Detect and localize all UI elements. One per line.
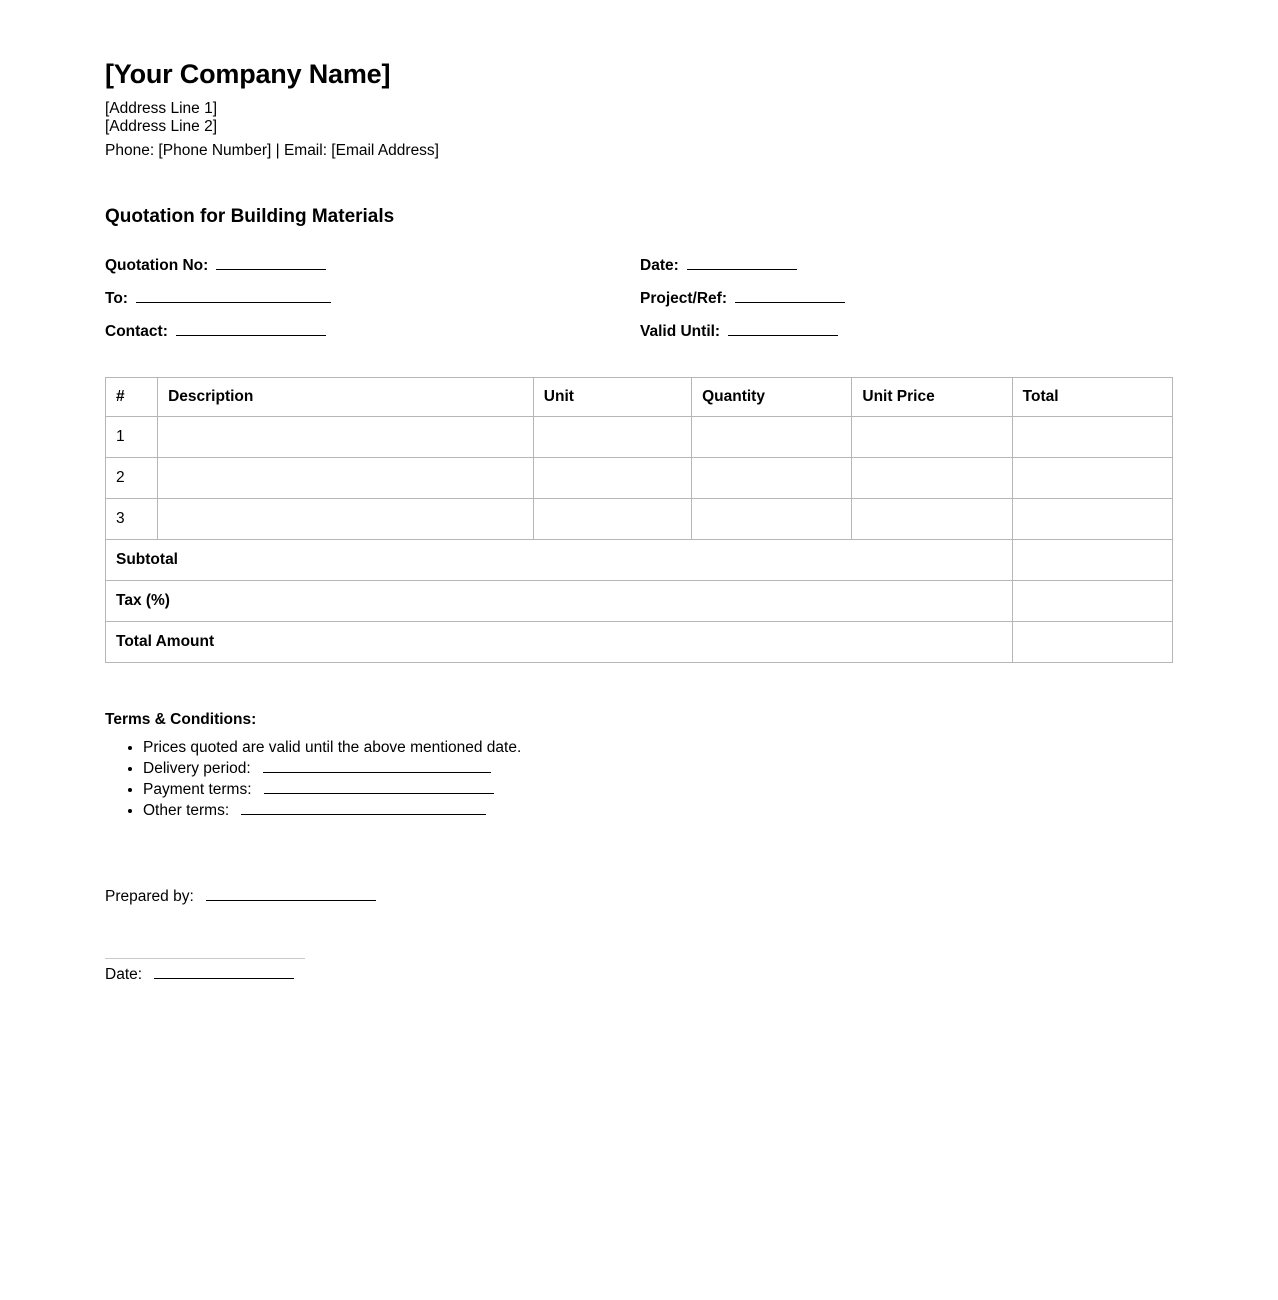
cell-total[interactable] bbox=[1012, 457, 1172, 498]
prepared-by-field bbox=[105, 887, 1175, 906]
cell-unit[interactable] bbox=[533, 457, 691, 498]
cell-unit[interactable] bbox=[533, 498, 691, 539]
items-table bbox=[105, 377, 1173, 663]
project-ref-input[interactable] bbox=[735, 289, 845, 303]
address-line-1: [Address Line 1] bbox=[105, 99, 218, 117]
tax-value[interactable] bbox=[1012, 580, 1172, 621]
tax-row bbox=[106, 580, 1173, 621]
payment-terms-input[interactable] bbox=[264, 780, 494, 794]
terms-title: Terms & Conditions: bbox=[105, 710, 257, 728]
meta-row bbox=[105, 289, 1175, 308]
date-label: Date: bbox=[640, 256, 679, 274]
table-row bbox=[106, 416, 1173, 457]
column-header-quantity: Quantity bbox=[692, 377, 852, 416]
contact-line: Phone: [Phone Number] | Email: [Email Address] bbox=[105, 141, 439, 159]
column-header-total: Total bbox=[1012, 377, 1172, 416]
cell-unit[interactable] bbox=[533, 416, 691, 457]
list-item bbox=[143, 758, 1175, 779]
prepared-by-input[interactable] bbox=[206, 887, 376, 901]
cell-quantity[interactable] bbox=[692, 457, 852, 498]
list-item bbox=[143, 800, 1175, 821]
contact-label: Contact: bbox=[105, 322, 168, 340]
project-ref-label: Project/Ref: bbox=[640, 289, 727, 307]
cell-quantity[interactable] bbox=[692, 416, 852, 457]
total-amount-value[interactable] bbox=[1012, 621, 1172, 662]
subtotal-row bbox=[106, 539, 1173, 580]
date-field bbox=[640, 256, 1175, 275]
delivery-period-input[interactable] bbox=[263, 759, 491, 773]
column-header-unit-price: Unit Price bbox=[852, 377, 1012, 416]
document-page bbox=[105, 60, 1175, 999]
total-amount-row bbox=[106, 621, 1173, 662]
to-label: To: bbox=[105, 289, 128, 307]
term-text: Other terms: bbox=[143, 801, 230, 819]
company-header bbox=[105, 60, 1175, 160]
meta-row bbox=[105, 322, 1175, 341]
cell-description[interactable] bbox=[158, 498, 534, 539]
signature-date-label: Date: bbox=[105, 965, 143, 983]
to-input[interactable] bbox=[136, 289, 331, 303]
quotation-no-field bbox=[105, 256, 640, 275]
quotation-meta bbox=[105, 256, 1175, 341]
quotation-no-input[interactable] bbox=[216, 256, 326, 270]
column-header-unit: Unit bbox=[533, 377, 691, 416]
cell-number: 3 bbox=[106, 498, 158, 539]
list-item bbox=[143, 737, 1175, 758]
prepared-by-label: Prepared by: bbox=[105, 887, 194, 905]
cell-total[interactable] bbox=[1012, 498, 1172, 539]
other-terms-input[interactable] bbox=[241, 801, 486, 815]
valid-until-field bbox=[640, 322, 1175, 341]
address-line-2: [Address Line 2] bbox=[105, 117, 218, 135]
total-amount-label: Total Amount bbox=[106, 621, 1013, 662]
table-header-row bbox=[106, 377, 1173, 416]
company-name: [Your Company Name] bbox=[105, 59, 391, 89]
to-field bbox=[105, 289, 640, 308]
contact-field bbox=[105, 322, 640, 341]
cell-number: 2 bbox=[106, 457, 158, 498]
cell-unit-price[interactable] bbox=[852, 416, 1012, 457]
cell-quantity[interactable] bbox=[692, 498, 852, 539]
tax-label: Tax (%) bbox=[106, 580, 1013, 621]
table-row bbox=[106, 457, 1173, 498]
signature-section bbox=[105, 887, 1175, 984]
terms-section bbox=[105, 711, 1175, 821]
valid-until-input[interactable] bbox=[728, 322, 838, 336]
column-header-number: # bbox=[106, 377, 158, 416]
signature-date-field bbox=[105, 965, 1175, 984]
column-header-description: Description bbox=[158, 377, 534, 416]
subtotal-value[interactable] bbox=[1012, 539, 1172, 580]
cell-description[interactable] bbox=[158, 457, 534, 498]
signature-date-input[interactable] bbox=[154, 965, 294, 979]
terms-list bbox=[105, 737, 1175, 821]
term-text: Delivery period: bbox=[143, 759, 251, 777]
term-text: Prices quoted are valid until the above mentioned date. bbox=[143, 738, 522, 756]
document-title: Quotation for Building Materials bbox=[105, 205, 395, 227]
quotation-no-label: Quotation No: bbox=[105, 256, 209, 274]
cell-description[interactable] bbox=[158, 416, 534, 457]
subtotal-label: Subtotal bbox=[106, 539, 1013, 580]
cell-number: 1 bbox=[106, 416, 158, 457]
cell-total[interactable] bbox=[1012, 416, 1172, 457]
contact-input[interactable] bbox=[176, 322, 326, 336]
project-ref-field bbox=[640, 289, 1175, 308]
date-input[interactable] bbox=[687, 256, 797, 270]
signature-line bbox=[105, 958, 305, 959]
cell-unit-price[interactable] bbox=[852, 457, 1012, 498]
cell-unit-price[interactable] bbox=[852, 498, 1012, 539]
list-item bbox=[143, 779, 1175, 800]
term-text: Payment terms: bbox=[143, 780, 252, 798]
valid-until-label: Valid Until: bbox=[640, 322, 721, 340]
meta-row bbox=[105, 256, 1175, 275]
table-row bbox=[106, 498, 1173, 539]
